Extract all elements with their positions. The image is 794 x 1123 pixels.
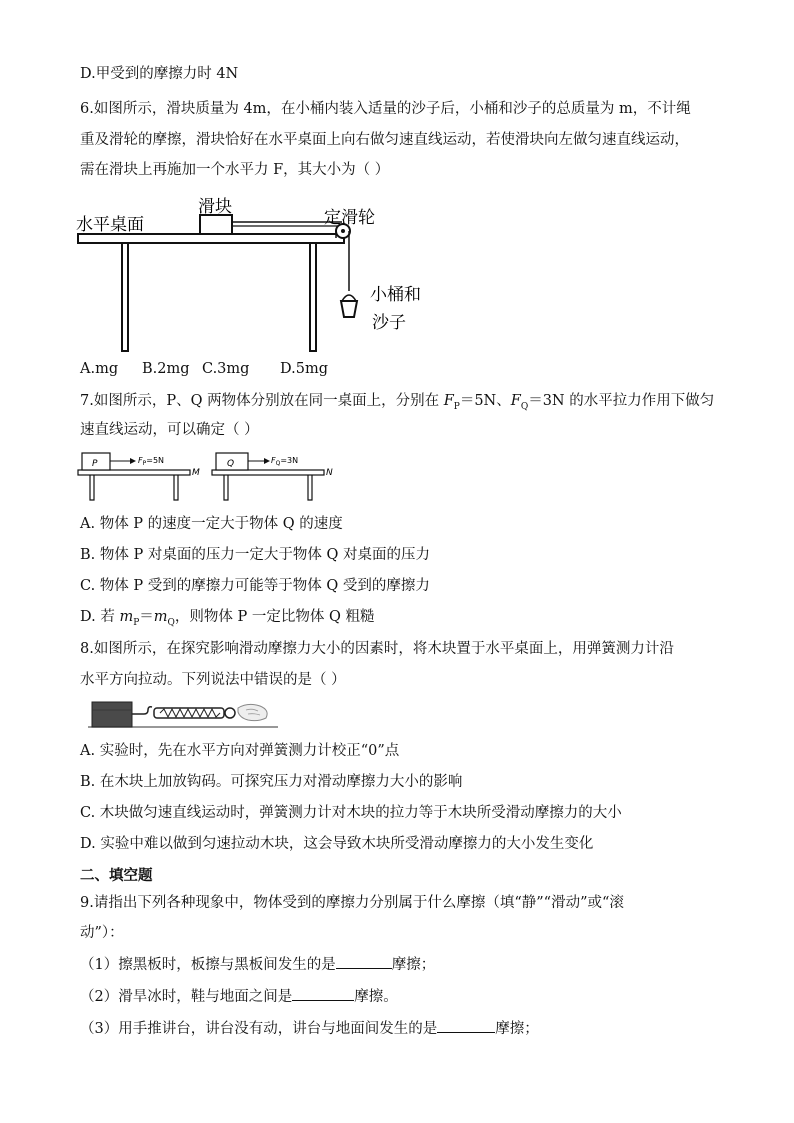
table-top <box>78 234 344 243</box>
table-n-top <box>212 470 324 475</box>
hand-icon <box>238 704 267 720</box>
q7-option-d: D. 若 $m_P=m_Q$，则物体 P 一定比物体 Q 粗糙 <box>80 609 375 628</box>
label-bucket-1: 小桶和 <box>370 285 421 305</box>
q6-option-c: C.3mg <box>202 361 250 377</box>
q6-stem-line1: 6.如图所示，滑块质量为 4m，在小桶内装入适量的沙子后，小桶和沙子的总质量为 m，不计绳 <box>80 101 691 117</box>
q7-stem-line2: 速直线运动，可以确定（ ） <box>80 422 259 438</box>
block-q-label: Q <box>227 459 235 469</box>
q8-option-a: A. 实验时，先在水平方向对弹簧测力计校正“0”点 <box>80 743 400 759</box>
label-block: 滑块 <box>198 197 232 217</box>
q8-stem-line1: 8.如图所示，在探究影响滑动摩擦力大小的因素时，将木块置于水平桌面上，用弹簧测力计沿 <box>80 641 674 657</box>
label-bucket-2: 沙子 <box>372 313 406 333</box>
bucket-icon <box>341 301 357 317</box>
q6-stem-line3: 需在滑块上再施加一个水平力 F，其大小为（ ） <box>80 162 390 178</box>
table-leg-left <box>122 243 128 351</box>
table-n-label: N <box>326 468 333 478</box>
q9-blank-3[interactable] <box>437 1018 495 1033</box>
q5-option-d: D.甲受到的摩擦力时 4N <box>80 66 239 82</box>
table-m-top <box>78 470 190 475</box>
table-m-label: M <box>192 468 200 478</box>
q6-stem-line2: 重及滑轮的摩擦，滑块恰好在水平桌面上向右做匀速直线运动，若使滑块向左做匀速直线运动， <box>80 132 689 148</box>
q8-stem-line2: 水平方向拉动。下列说法中错误的是（ ） <box>80 672 346 688</box>
q7-figure <box>76 448 346 508</box>
block-p-label: P <box>92 459 98 469</box>
q7-stem-line1: 7.如图所示，P、Q 两物体分别放在同一桌面上，分别在 $F_P=5N$、$F_Q=3N$ 的水平拉力作用下做匀 <box>80 393 715 412</box>
q9-blank-2[interactable] <box>292 986 354 1001</box>
q6-option-d: D.5mg <box>280 361 328 377</box>
scale-ring <box>225 708 235 718</box>
q7-option-c: C. 物体 P 受到的摩擦力可能等于物体 Q 受到的摩擦力 <box>80 578 430 594</box>
q8-option-c: C. 木块做匀速直线运动时，弹簧测力计对木块的拉力等于木块所受滑动摩擦力的大小 <box>80 805 622 821</box>
q6-figure <box>74 193 474 353</box>
q9-item3: （3）用手推讲台，讲台没有动，讲台与地面间发生的是 摩擦； <box>80 1018 539 1039</box>
q8-figure <box>82 698 282 730</box>
table-leg-right <box>310 243 316 351</box>
force-q-label: $F_Q=3N$ <box>271 456 299 467</box>
section-title: 二、填空题 <box>80 868 153 884</box>
force-p-label: $F_P=5N$ <box>138 456 165 467</box>
q9-stem-line1: 9.请指出下列各种现象中，物体受到的摩擦力分别属于什么摩擦（填“静”“滑动”或“滚 <box>80 895 624 911</box>
wood-block <box>92 702 132 727</box>
q6-option-a: A.mg <box>80 361 119 377</box>
q7-option-a: A. 物体 P 的速度一定大于物体 Q 的速度 <box>80 516 343 532</box>
q9-blank-1[interactable] <box>336 954 392 969</box>
q7-option-b: B. 物体 P 对桌面的压力一定大于物体 Q 对桌面的压力 <box>80 547 430 563</box>
label-pulley: 定滑轮 <box>324 208 375 228</box>
q9-item2: （2）滑旱冰时，鞋与地面之间是 摩擦。 <box>80 986 398 1007</box>
q8-option-b: B. 在木块上加放钩码。可探究压力对滑动摩擦力大小的影响 <box>80 774 463 790</box>
q6-option-b: B.2mg <box>142 361 190 377</box>
q8-option-d: D. 实验中难以做到匀速拉动木块，这会导致木块所受滑动摩擦力的大小发生变化 <box>80 836 594 852</box>
q9-item1: （1）擦黑板时，板擦与黑板间发生的是 摩擦； <box>80 954 435 975</box>
label-table: 水平桌面 <box>76 215 144 235</box>
q9-stem-line2: 动”）： <box>80 925 124 941</box>
slider-block <box>200 215 232 234</box>
q6-options <box>80 359 328 379</box>
